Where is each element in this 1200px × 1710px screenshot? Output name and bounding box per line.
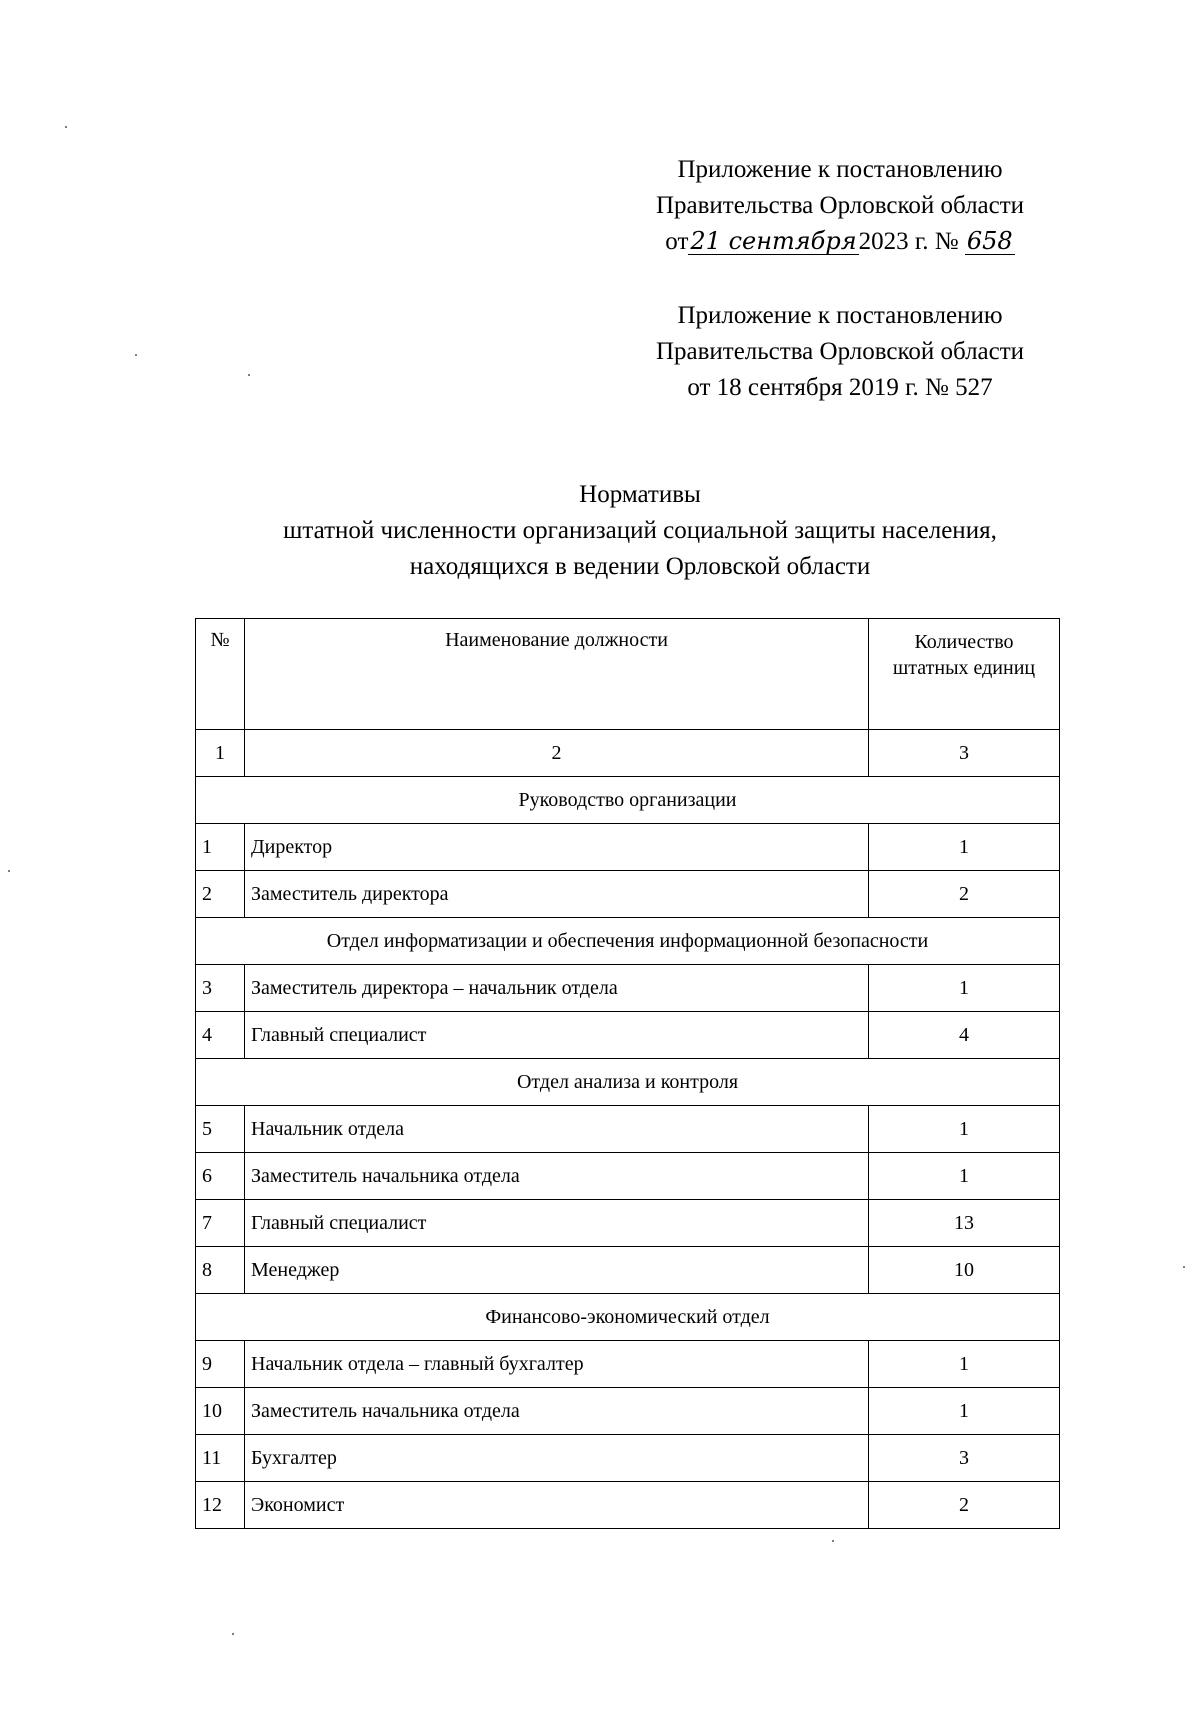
staff-count: 3 — [869, 1435, 1060, 1482]
column-number-1: 1 — [196, 730, 245, 777]
date-year: 2023 г. № — [858, 228, 959, 255]
column-number-3: 3 — [869, 730, 1060, 777]
table-row — [196, 1012, 1060, 1059]
staff-norms-table — [195, 618, 1060, 1529]
row-number: 2 — [196, 871, 245, 918]
staff-count: 1 — [869, 1153, 1060, 1200]
staff-count: 13 — [869, 1200, 1060, 1247]
row-number: 7 — [196, 1200, 245, 1247]
position-name: Бухгалтер — [245, 1435, 869, 1482]
header-name: Наименование должности — [245, 619, 869, 730]
scan-speck — [65, 126, 67, 128]
title-line-2: штатной численности организаций социальной защиты населения, — [283, 517, 997, 544]
table-row — [196, 1153, 1060, 1200]
title-line-3: находящихся в ведении Орловской области — [409, 553, 871, 580]
staff-count: 1 — [869, 965, 1060, 1012]
appendix-date-line — [600, 224, 1080, 260]
table-header-row — [196, 619, 1060, 730]
scan-speck — [232, 1633, 234, 1635]
appendix-header-original — [600, 298, 1080, 406]
header-num: № — [196, 619, 245, 730]
position-name: Заместитель директора — [245, 871, 869, 918]
position-name: Заместитель начальника отдела — [245, 1388, 869, 1435]
section-title: Отдел анализа и контроля — [196, 1059, 1060, 1106]
row-number: 10 — [196, 1388, 245, 1435]
section-title: Финансово-экономический отдел — [196, 1294, 1060, 1341]
position-name: Начальник отдела – главный бухгалтер — [245, 1341, 869, 1388]
staff-count: 2 — [869, 871, 1060, 918]
position-name: Главный специалист — [245, 1200, 869, 1247]
position-name: Экономист — [245, 1482, 869, 1529]
appendix-original-line-1: Приложение к постановлению — [677, 302, 1003, 329]
table-row — [196, 1106, 1060, 1153]
table-row — [196, 871, 1060, 918]
position-name: Директор — [245, 824, 869, 871]
row-number: 9 — [196, 1341, 245, 1388]
row-number: 6 — [196, 1153, 245, 1200]
appendix-original-line-2: Правительства Орловской области — [655, 338, 1025, 365]
document-title — [150, 477, 1130, 585]
staff-count: 1 — [869, 1341, 1060, 1388]
row-number: 8 — [196, 1247, 245, 1294]
staff-count: 1 — [869, 824, 1060, 871]
row-number: 12 — [196, 1482, 245, 1529]
scan-speck — [832, 1540, 834, 1542]
table-row — [196, 1482, 1060, 1529]
handwritten-date: 21 сентября — [690, 227, 857, 255]
table-row — [196, 1247, 1060, 1294]
staff-count: 1 — [869, 1388, 1060, 1435]
row-number: 5 — [196, 1106, 245, 1153]
section-row — [196, 918, 1060, 965]
position-name: Заместитель начальника отдела — [245, 1153, 869, 1200]
row-number: 1 — [196, 824, 245, 871]
column-number-row — [196, 730, 1060, 777]
handwritten-number: 658 — [966, 227, 1013, 255]
scan-speck — [248, 374, 250, 376]
date-prefix: от — [665, 228, 689, 255]
row-number: 11 — [196, 1435, 245, 1482]
appendix-header-current — [600, 152, 1080, 260]
row-number: 4 — [196, 1012, 245, 1059]
section-row — [196, 1059, 1060, 1106]
row-number: 3 — [196, 965, 245, 1012]
scan-speck — [8, 870, 10, 872]
table-row — [196, 1388, 1060, 1435]
header-qty: Количество штатных единиц — [869, 619, 1060, 730]
appendix-line-1: Приложение к постановлению — [677, 156, 1003, 183]
table-row — [196, 1200, 1060, 1247]
staff-count: 1 — [869, 1106, 1060, 1153]
appendix-line-2: Правительства Орловской области — [655, 192, 1025, 219]
table-row — [196, 965, 1060, 1012]
position-name: Главный специалист — [245, 1012, 869, 1059]
scan-speck — [1183, 1266, 1185, 1268]
position-name: Начальник отдела — [245, 1106, 869, 1153]
appendix-original-line-3: от 18 сентября 2019 г. № 527 — [687, 374, 993, 401]
staff-count: 10 — [869, 1247, 1060, 1294]
section-title: Отдел информатизации и обеспечения информационной безопасности — [196, 918, 1060, 965]
table-row — [196, 824, 1060, 871]
section-row — [196, 1294, 1060, 1341]
table-row — [196, 1341, 1060, 1388]
scan-speck — [135, 354, 137, 356]
section-row — [196, 777, 1060, 824]
staff-count: 4 — [869, 1012, 1060, 1059]
title-line-1: Нормативы — [579, 481, 701, 508]
column-number-2: 2 — [245, 730, 869, 777]
table-row — [196, 1435, 1060, 1482]
staff-count: 2 — [869, 1482, 1060, 1529]
section-title: Руководство организации — [196, 777, 1060, 824]
position-name: Заместитель директора – начальник отдела — [245, 965, 869, 1012]
position-name: Менеджер — [245, 1247, 869, 1294]
